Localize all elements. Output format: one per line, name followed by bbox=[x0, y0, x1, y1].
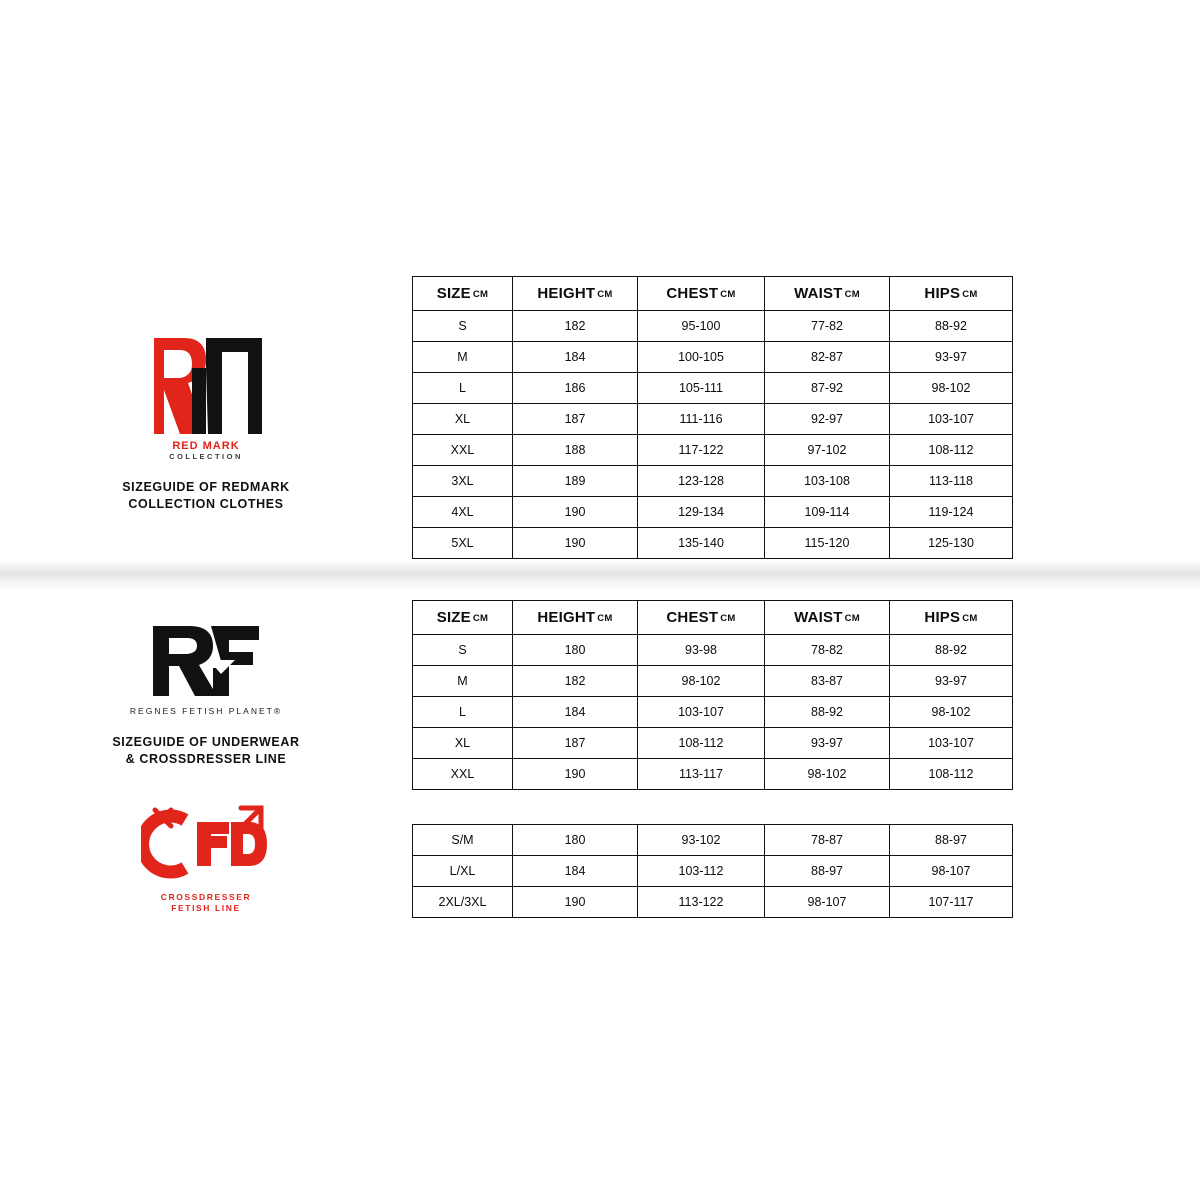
column-header-height-label: HEIGHT bbox=[537, 285, 596, 302]
table-header-row bbox=[413, 277, 1013, 311]
cell-hips: 107-117 bbox=[890, 887, 1013, 918]
table-spacer bbox=[412, 790, 1012, 824]
table-row bbox=[413, 635, 1013, 666]
cell-hips: 88-92 bbox=[890, 635, 1013, 666]
cell-chest: 100-105 bbox=[638, 342, 765, 373]
cell-size: XL bbox=[413, 404, 513, 435]
column-header-hips-label: HIPS bbox=[924, 609, 961, 626]
column-header-size bbox=[413, 277, 513, 311]
column-header-chest bbox=[638, 277, 765, 311]
red-mark-brand-line1: RED MARK bbox=[172, 440, 240, 452]
cell-hips: 113-118 bbox=[890, 466, 1013, 497]
redmark-caption-line2: COLLECTION CLOTHES bbox=[128, 497, 284, 512]
column-header-waist-label: WAIST bbox=[794, 609, 843, 626]
cell-hips: 93-97 bbox=[890, 666, 1013, 697]
table-row bbox=[413, 497, 1013, 528]
cell-size: 3XL bbox=[413, 466, 513, 497]
cell-size: L/XL bbox=[413, 856, 513, 887]
cell-chest: 103-112 bbox=[638, 856, 765, 887]
cell-chest: 113-122 bbox=[638, 887, 765, 918]
cell-chest: 108-112 bbox=[638, 728, 765, 759]
red-mark-brand-line2: COLLECTION bbox=[169, 451, 243, 461]
table-row bbox=[413, 825, 1013, 856]
cell-hips: 98-102 bbox=[890, 373, 1013, 404]
column-header-size-unit: CM bbox=[472, 613, 489, 624]
table-row bbox=[413, 342, 1013, 373]
column-header-waist-unit: CM bbox=[844, 613, 860, 624]
red-mark-wordmark bbox=[169, 440, 243, 461]
cell-size: L bbox=[413, 697, 513, 728]
cell-waist: 103-108 bbox=[765, 466, 890, 497]
cell-size: M bbox=[413, 666, 513, 697]
crd-wordmark bbox=[161, 892, 252, 914]
cell-height: 190 bbox=[513, 528, 638, 559]
column-header-chest bbox=[638, 601, 765, 635]
cell-height: 180 bbox=[513, 825, 638, 856]
cell-waist: 109-114 bbox=[765, 497, 890, 528]
cell-height: 184 bbox=[513, 342, 638, 373]
table-row bbox=[413, 311, 1013, 342]
table-row bbox=[413, 373, 1013, 404]
cell-waist: 93-97 bbox=[765, 728, 890, 759]
table-row bbox=[413, 697, 1013, 728]
cell-hips: 103-107 bbox=[890, 728, 1013, 759]
cell-height: 188 bbox=[513, 435, 638, 466]
table-header-row bbox=[413, 601, 1013, 635]
cell-height: 190 bbox=[513, 497, 638, 528]
crd-brand-line2: FETISH LINE bbox=[171, 902, 241, 913]
table-row bbox=[413, 528, 1013, 559]
red-mark-m-glyph bbox=[192, 338, 262, 434]
cell-size: S/M bbox=[413, 825, 513, 856]
cell-chest: 95-100 bbox=[638, 311, 765, 342]
cell-waist: 88-97 bbox=[765, 856, 890, 887]
cell-height: 187 bbox=[513, 728, 638, 759]
cell-hips: 88-92 bbox=[890, 311, 1013, 342]
crd-brand-line1: CROSSDRESSER bbox=[160, 891, 252, 902]
rfp-monogram-icon bbox=[151, 622, 261, 696]
cell-size: XXL bbox=[413, 435, 513, 466]
column-header-height-label: HEIGHT bbox=[537, 609, 596, 626]
table-row bbox=[413, 435, 1013, 466]
cell-hips: 98-107 bbox=[890, 856, 1013, 887]
table-row bbox=[413, 466, 1013, 497]
column-header-hips-unit: CM bbox=[962, 613, 978, 624]
column-header-chest-unit: CM bbox=[720, 289, 736, 300]
cell-waist: 88-92 bbox=[765, 697, 890, 728]
cell-height: 182 bbox=[513, 666, 638, 697]
cell-hips: 93-97 bbox=[890, 342, 1013, 373]
rfp-brand-column bbox=[0, 600, 412, 918]
column-header-height-unit: CM bbox=[597, 613, 613, 624]
cell-height: 180 bbox=[513, 635, 638, 666]
column-header-size-label: SIZE bbox=[436, 285, 471, 302]
cell-hips: 103-107 bbox=[890, 404, 1013, 435]
cell-chest: 123-128 bbox=[638, 466, 765, 497]
crd-monogram-icon bbox=[141, 802, 271, 888]
cell-size: 2XL/3XL bbox=[413, 887, 513, 918]
cell-size: 4XL bbox=[413, 497, 513, 528]
cell-waist: 77-82 bbox=[765, 311, 890, 342]
redmark-caption-line1: SIZEGUIDE OF REDMARK bbox=[122, 480, 290, 495]
column-header-waist-label: WAIST bbox=[794, 285, 843, 302]
cell-chest: 98-102 bbox=[638, 666, 765, 697]
section-redmark bbox=[0, 276, 1200, 559]
red-mark-collection-logo bbox=[150, 338, 262, 434]
column-header-hips bbox=[890, 601, 1013, 635]
rfp-caption-line2: & CROSSDRESSER LINE bbox=[125, 751, 287, 766]
column-header-height bbox=[513, 277, 638, 311]
cell-height: 190 bbox=[513, 759, 638, 790]
cell-waist: 92-97 bbox=[765, 404, 890, 435]
cell-height: 190 bbox=[513, 887, 638, 918]
crossdresser-fetish-line-logo bbox=[141, 802, 271, 888]
cell-size: M bbox=[413, 342, 513, 373]
column-header-height-unit: CM bbox=[597, 289, 613, 300]
cell-size: S bbox=[413, 311, 513, 342]
column-header-waist bbox=[765, 601, 890, 635]
redmark-brand-column bbox=[0, 276, 412, 559]
rfp-caption bbox=[112, 734, 299, 768]
table-row bbox=[413, 856, 1013, 887]
cell-hips: 119-124 bbox=[890, 497, 1013, 528]
cell-chest: 111-116 bbox=[638, 404, 765, 435]
rfp-wordmark: REGNES FETISH PLANET® bbox=[129, 706, 283, 716]
cell-waist: 78-87 bbox=[765, 825, 890, 856]
cell-size: 5XL bbox=[413, 528, 513, 559]
cell-chest: 113-117 bbox=[638, 759, 765, 790]
cell-hips: 125-130 bbox=[890, 528, 1013, 559]
cell-waist: 83-87 bbox=[765, 666, 890, 697]
cell-chest: 117-122 bbox=[638, 435, 765, 466]
column-header-waist-unit: CM bbox=[844, 289, 860, 300]
cell-chest: 135-140 bbox=[638, 528, 765, 559]
column-header-waist bbox=[765, 277, 890, 311]
cell-size: L bbox=[413, 373, 513, 404]
redmark-caption bbox=[122, 479, 290, 513]
cell-waist: 98-102 bbox=[765, 759, 890, 790]
cell-size: XXL bbox=[413, 759, 513, 790]
cell-chest: 93-98 bbox=[638, 635, 765, 666]
cell-hips: 88-97 bbox=[890, 825, 1013, 856]
table-row bbox=[413, 759, 1013, 790]
redmark-size-table bbox=[412, 276, 1013, 559]
cell-waist: 97-102 bbox=[765, 435, 890, 466]
column-header-size-label: SIZE bbox=[436, 609, 471, 626]
regnes-fetish-planet-logo bbox=[151, 622, 261, 696]
cell-waist: 78-82 bbox=[765, 635, 890, 666]
cell-chest: 103-107 bbox=[638, 697, 765, 728]
table-row bbox=[413, 666, 1013, 697]
column-header-hips-unit: CM bbox=[962, 289, 978, 300]
cell-size: S bbox=[413, 635, 513, 666]
cell-height: 184 bbox=[513, 697, 638, 728]
cell-height: 186 bbox=[513, 373, 638, 404]
section-rfp bbox=[0, 600, 1200, 918]
rfp-table-column bbox=[412, 600, 1012, 918]
column-header-height bbox=[513, 601, 638, 635]
column-header-chest-label: CHEST bbox=[666, 609, 719, 626]
table-row bbox=[413, 887, 1013, 918]
column-header-chest-label: CHEST bbox=[666, 285, 719, 302]
cell-waist: 82-87 bbox=[765, 342, 890, 373]
column-header-size-unit: CM bbox=[472, 289, 489, 300]
cell-waist: 98-107 bbox=[765, 887, 890, 918]
rfp-caption-line1: SIZEGUIDE OF UNDERWEAR bbox=[112, 735, 300, 749]
cell-hips: 108-112 bbox=[890, 435, 1013, 466]
cell-hips: 108-112 bbox=[890, 759, 1013, 790]
cell-height: 184 bbox=[513, 856, 638, 887]
column-header-chest-unit: CM bbox=[720, 613, 736, 624]
crossdresser-size-table bbox=[412, 824, 1013, 918]
cell-hips: 98-102 bbox=[890, 697, 1013, 728]
cell-chest: 105-111 bbox=[638, 373, 765, 404]
column-header-hips bbox=[890, 277, 1013, 311]
cell-chest: 129-134 bbox=[638, 497, 765, 528]
table-row bbox=[413, 728, 1013, 759]
underwear-size-table bbox=[412, 600, 1013, 790]
redmark-table-column bbox=[412, 276, 1012, 559]
cell-waist: 87-92 bbox=[765, 373, 890, 404]
cell-height: 189 bbox=[513, 466, 638, 497]
cell-height: 182 bbox=[513, 311, 638, 342]
cell-size: XL bbox=[413, 728, 513, 759]
column-header-hips-label: HIPS bbox=[924, 285, 961, 302]
section-divider bbox=[0, 560, 1200, 590]
cell-waist: 115-120 bbox=[765, 528, 890, 559]
table-row bbox=[413, 404, 1013, 435]
cell-height: 187 bbox=[513, 404, 638, 435]
column-header-size bbox=[413, 601, 513, 635]
cell-chest: 93-102 bbox=[638, 825, 765, 856]
